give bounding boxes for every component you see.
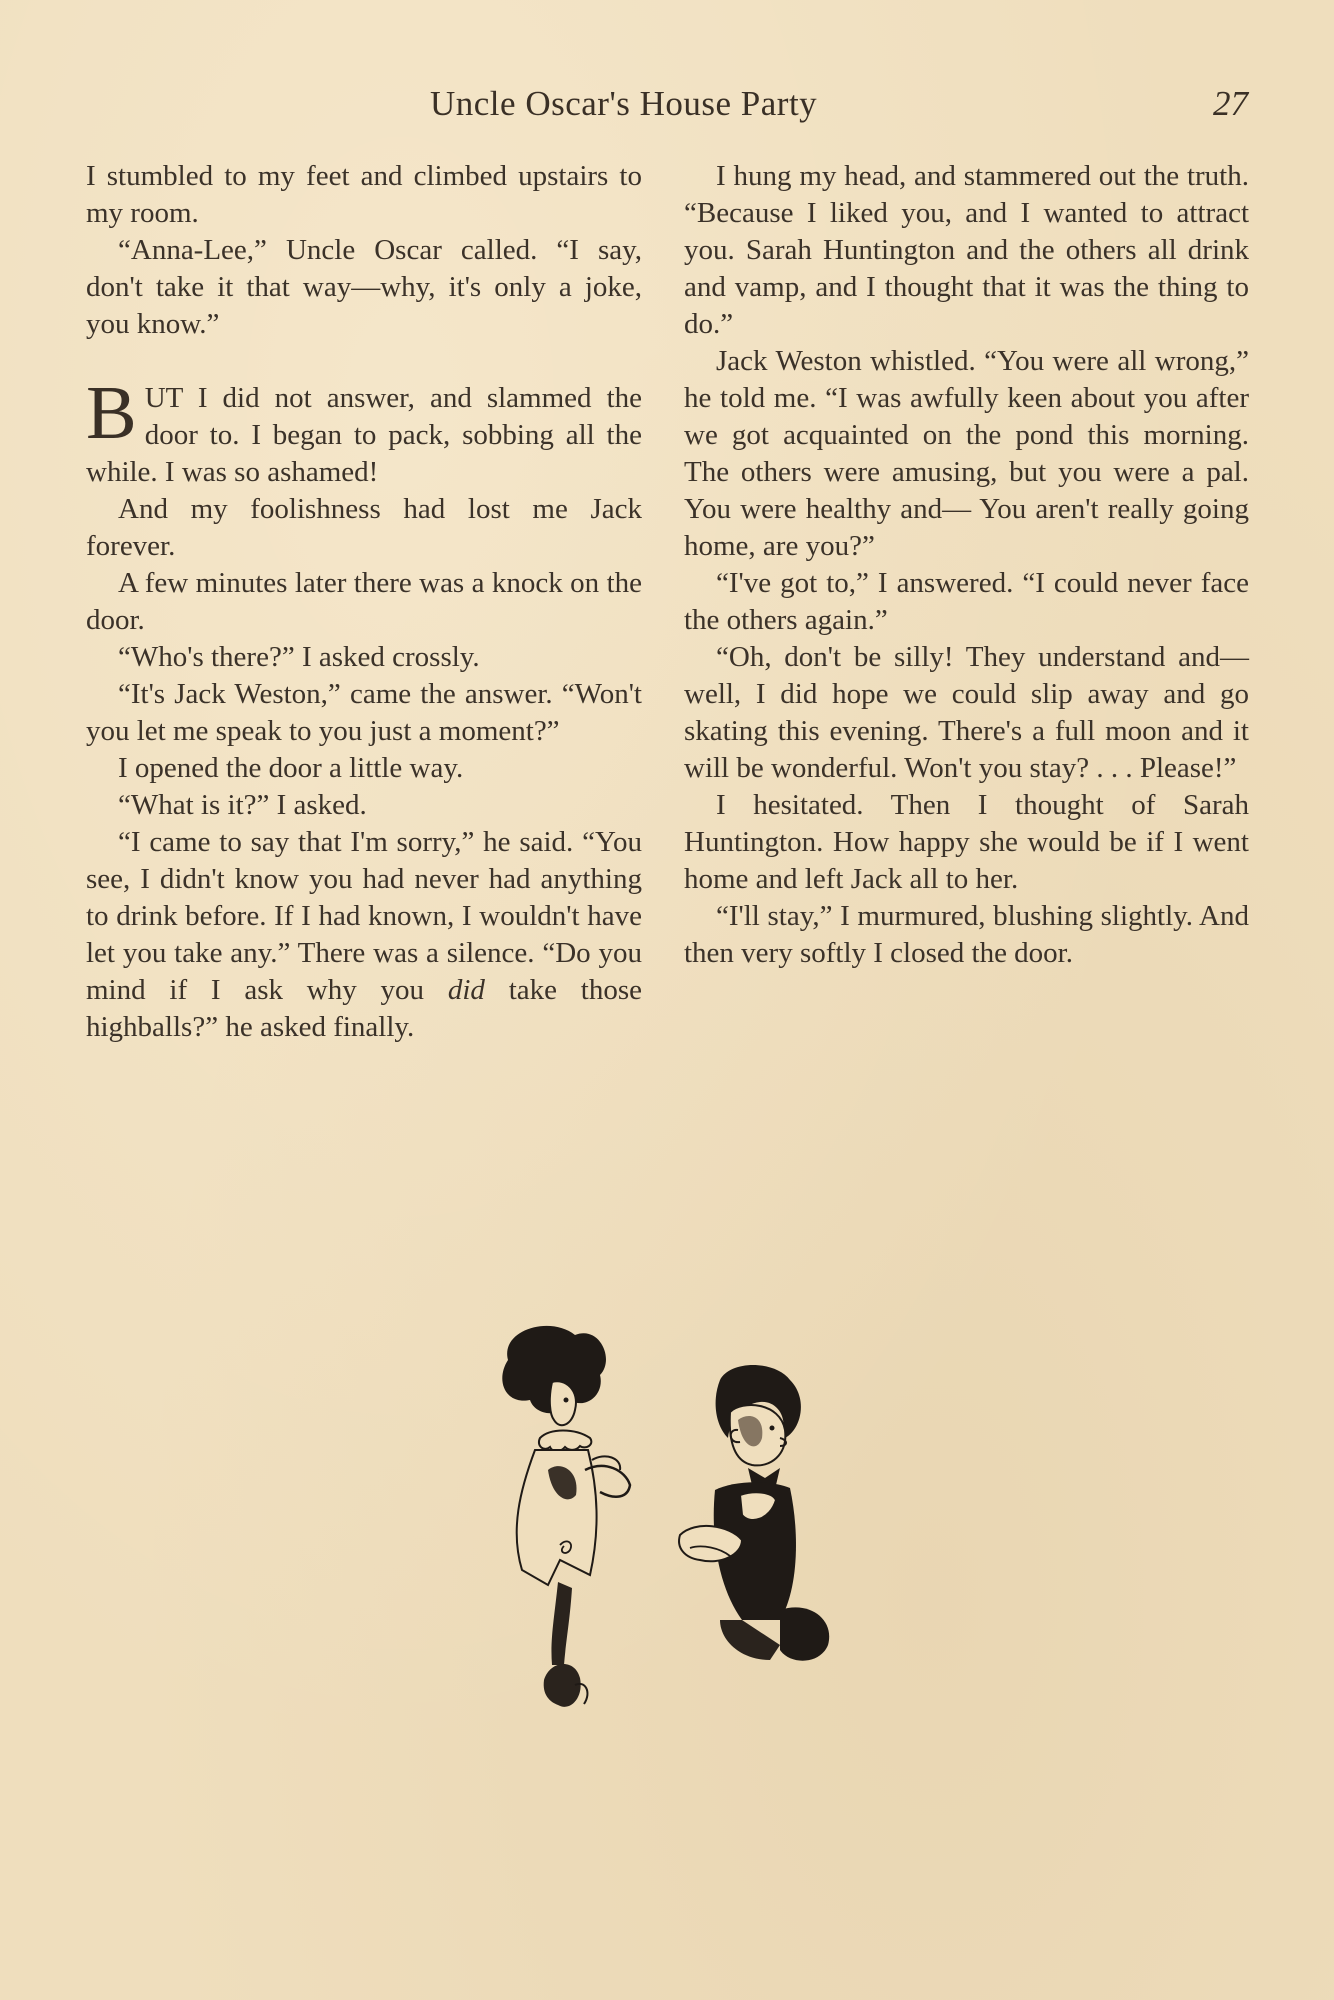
paragraph: I opened the door a little way. (118, 752, 464, 784)
dropcap-paragraph-text: UT I did not answer, and slammed the door to. I began to pack, sobbing all the while. I was so ashamed! (86, 382, 642, 488)
paragraph: I hung my head, and stammered out the truth. “Because I liked you, and I wanted to attract you. Sarah Huntington and the others all drink and vamp, and I thought that it was the thing to do.” (684, 160, 1249, 340)
dropcap-paragraph (86, 371, 642, 491)
paragraph: Jack Weston whistled. “You were all wrong,” he told me. “I was awfully keen about you after we got acquainted on the pond this morning. The others were amusing, but you were a pal. You were healthy and— You aren't really going home, are you?” (684, 345, 1249, 562)
drop-cap: B (86, 371, 137, 455)
paragraph: “Anna-Lee,” Uncle Oscar called. “I say, don't take it that way—why, it's only a joke, you know.” (86, 234, 642, 340)
paragraph: “Oh, don't be silly! They understand and—well, I did hope we could slip away and go skating this evening. There's a full moon and it will be wonderful. Won't you stay? . . . Please!” (684, 641, 1249, 784)
paragraph: “Who's there?” I asked crossly. (118, 641, 480, 673)
paragraph: And my foolishness had lost me Jack forever. (86, 493, 642, 562)
right-column (684, 158, 1249, 972)
paragraph-text: take those highballs?” he asked finally. (86, 974, 643, 1043)
paragraph: “I'll stay,” I murmured, blushing slightly. And then very softly I closed the door. (684, 900, 1249, 969)
paragraph-text: “I came to say that I'm sorry,” he said. “You see, I didn't know you had never had anything to drink before. If I had known, I wouldn't have let you take any.” There was a silence. “Do you mind if I ask why you (86, 826, 642, 1006)
running-head (0, 84, 1334, 134)
paragraph: “I've got to,” I answered. “I could never face the others again.” (684, 567, 1249, 636)
paragraph: I stumbled to my feet and climbed upstairs to my room. (86, 160, 642, 229)
emphasis-word: did (447, 974, 485, 1006)
boy-figure-icon (679, 1365, 829, 1661)
paragraph (86, 824, 642, 1046)
page-number: 27 (1213, 84, 1248, 123)
running-head-title: Uncle Oscar's House Party (430, 84, 818, 123)
paragraph: I hesitated. Then I thought of Sarah Huntington. How happy she would be if I went home and left Jack all to her. (684, 789, 1249, 895)
left-column (86, 158, 642, 1046)
couple-illustration-icon (480, 1320, 840, 1740)
girl-figure-icon (502, 1326, 630, 1707)
paragraph: “What is it?” I asked. (118, 789, 367, 821)
paragraph: A few minutes later there was a knock on the door. (86, 567, 642, 636)
paragraph: “It's Jack Weston,” came the answer. “Won't you let me speak to you just a moment?” (86, 678, 642, 747)
